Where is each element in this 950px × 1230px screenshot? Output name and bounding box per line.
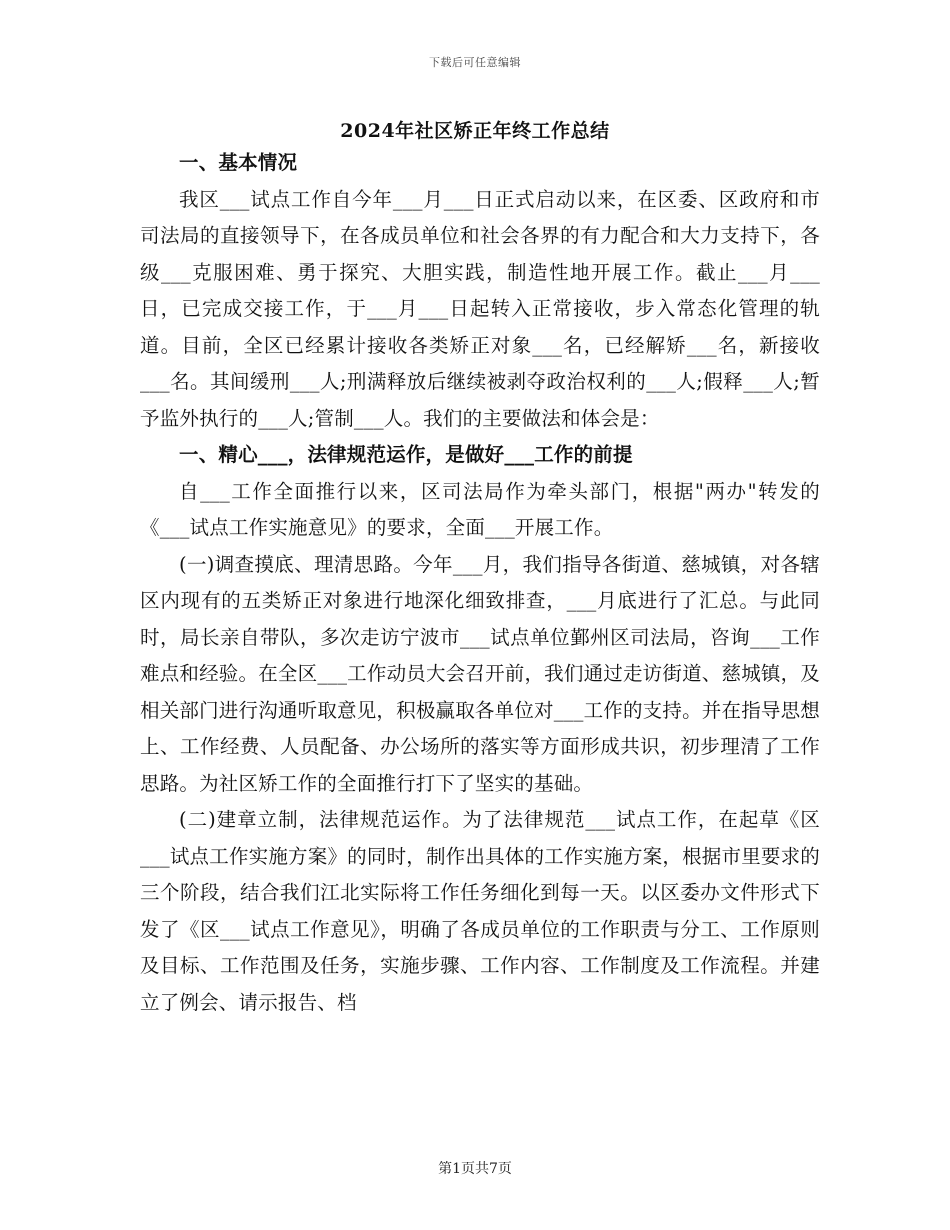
- paragraph: (一)调查摸底、理清思路。今年___月，我们指导各街道、慈城镇，对各辖区内现有的五类矫正对象进行地深化细致排查，___月底进行了汇总。与此同时，局长亲自带队，多次走访宁波市___试点单位鄞州区司法局，咨询___工作难点和经验。在全区___工作动员大会召开前，我们通过走访街道、慈城镇，及相关部门进行沟通听取意见，积极赢取各单位对___工作的支持。并在指导思想上、工作经费、人员配备、办公场所的落实等方面形成共识，初步理清了工作思路。为社区矫工作的全面推行打下了坚实的基础。: [140, 552, 820, 795]
- document-body: [140, 145, 820, 1021]
- paragraph: (二)建章立制，法律规范运作。为了法律规范___试点工作，在起草《区___试点工作实施方案》的同时，制作出具体的工作实施方案，根据市里要求的三个阶段，结合我们江北实际将工作任务细化到每一天。以区委办文件形式下发了《区___试点工作意见》，明确了各成员单位的工作职责与分工、工作原则及目标、工作范围及任务，实施步骤、工作内容、工作制度及工作流程。并建立了例会、请示报告、档: [140, 808, 820, 1014]
- page-number: 第1页共7页: [438, 1161, 512, 1177]
- document-title: 2024年社区矫正年终工作总结: [340, 120, 610, 142]
- header-note: 下载后可任意编辑: [429, 56, 521, 69]
- section-heading-basic: 一、基本情况: [179, 151, 298, 174]
- paragraph: 自___工作全面推行以来，区司法局作为牵头部门，根据"两办"转发的《___试点工作实施意见》的要求，全面___开展工作。: [140, 479, 820, 539]
- section-heading-organize: 一、精心___，法律规范运作，是做好___工作的前提: [179, 443, 633, 466]
- paragraph: 我区___试点工作自今年___月___日正式启动以来，在区委、区政府和市司法局的直接领导下，在各成员单位和社会各界的有力配合和大力支持下，各级___克服困难、勇于探究、大胆实践，制造性地开展工作。截止___月___日，已完成交接工作，于___月___日起转入正常接收，步入常态化管理的轨道。目前，全区已经累计接收各类矫正对象___名，已经解矫___名，新接收___名。其间缓刑___人;刑满释放后继续被剥夺政治权利的___人;假释___人;暂予监外执行的___人;管制___人。我们的主要做法和体会是：: [140, 187, 820, 430]
